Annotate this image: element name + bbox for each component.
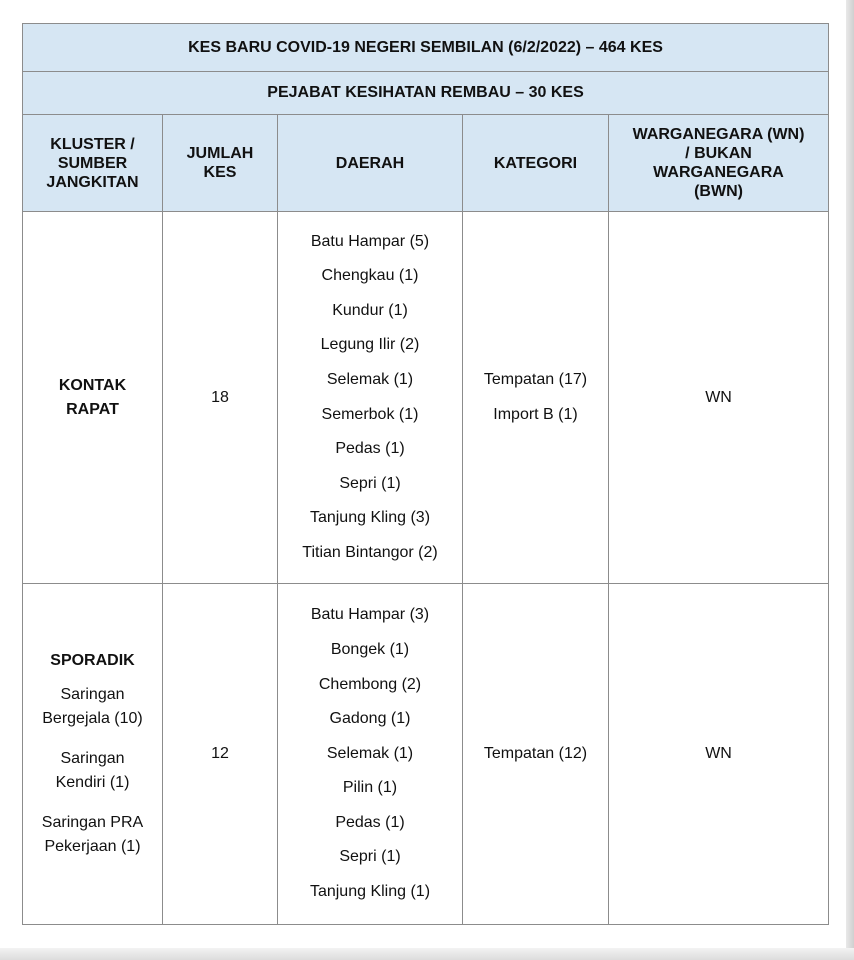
kluster-sub-item [23, 747, 162, 795]
daerah-cell [278, 584, 463, 925]
header-kluster-line: KLUSTER / [50, 135, 135, 153]
daerah-item: Chembong (2) [318, 675, 422, 693]
kluster-sub-line: Pekerjaan (1) [44, 838, 141, 855]
table-subtitle: PEJABAT KESIHATAN REMBAU – 30 KES [23, 72, 829, 115]
daerah-item: Pedas (1) [335, 813, 405, 831]
kategori-item: Import B (1) [493, 405, 578, 423]
daerah-cell [278, 212, 463, 584]
kluster-name: RAPAT [66, 400, 119, 418]
kategori-item: Tempatan (17) [483, 370, 588, 388]
kategori-cell [463, 584, 609, 925]
daerah-item: Titian Bintangor (2) [302, 543, 438, 561]
header-warganegara-line: (BWN) [694, 183, 743, 200]
daerah-item: Kundur (1) [332, 301, 408, 319]
table-title: KES BARU COVID-19 NEGERI SEMBILAN (6/2/2022) – 464 KES [23, 24, 829, 72]
kluster-cell [23, 584, 163, 925]
kluster-sub-item [23, 811, 162, 859]
header-kluster-line: JANGKITAN [46, 173, 139, 191]
header-warganegara [609, 115, 829, 212]
kategori-list [463, 363, 608, 432]
jumlah-cell: 12 [163, 584, 278, 925]
warganegara-cell: WN [609, 584, 829, 925]
kluster-sub-item [23, 683, 162, 731]
daerah-item: Batu Hampar (5) [310, 232, 430, 250]
header-kluster [23, 115, 163, 212]
daerah-item: Tanjung Kling (1) [309, 883, 431, 901]
header-jumlah [163, 115, 278, 212]
warganegara-cell: WN [609, 212, 829, 584]
header-warganegara-line: / BUKAN [685, 145, 752, 162]
header-daerah: DAERAH [278, 115, 463, 212]
kluster-cell [23, 212, 163, 584]
page-edge-shadow [846, 0, 854, 960]
header-kluster-line: SUMBER [57, 154, 128, 172]
header-jumlah-line: JUMLAH [186, 145, 254, 162]
kluster-sub-line: Saringan [60, 750, 125, 767]
header-warganegara-line: WARGANEGARA [653, 164, 784, 181]
header-kategori: KATEGORI [463, 115, 609, 212]
kluster-sub-line: Kendiri (1) [55, 774, 130, 791]
daerah-item: Gadong (1) [329, 710, 411, 728]
daerah-item: Selemak (1) [326, 370, 414, 388]
daerah-item: Pilin (1) [342, 779, 398, 797]
daerah-item: Sepri (1) [339, 474, 401, 492]
title-row [23, 24, 829, 72]
table-row [23, 212, 829, 584]
kategori-list [463, 737, 608, 772]
daerah-item: Semerbok (1) [321, 405, 419, 423]
daerah-list [278, 598, 462, 909]
daerah-item: Batu Hampar (3) [310, 606, 430, 624]
subtitle-row [23, 72, 829, 115]
daerah-item: Chengkau (1) [321, 267, 419, 285]
covid-cases-table [22, 23, 829, 925]
daerah-item: Selemak (1) [326, 744, 414, 762]
daerah-item: Sepri (1) [339, 848, 401, 866]
jumlah-cell: 18 [163, 212, 278, 584]
kluster-sub-line: Bergejala (10) [42, 710, 143, 727]
kluster-sub-line: Saringan PRA [41, 814, 144, 831]
kategori-item: Tempatan (12) [483, 744, 588, 762]
kluster-name: SPORADIK [50, 652, 135, 669]
header-jumlah-line: KES [203, 164, 237, 181]
daerah-item: Bongek (1) [330, 640, 410, 658]
header-warganegara-line: WARGANEGARA (WN) [632, 126, 805, 143]
daerah-item: Tanjung Kling (3) [309, 509, 431, 527]
daerah-item: Pedas (1) [335, 440, 405, 458]
kategori-cell [463, 212, 609, 584]
kluster-sub-line: Saringan [60, 686, 125, 703]
table-row [23, 584, 829, 925]
kluster-sub-list [23, 683, 162, 859]
daerah-item: Legung Ilir (2) [320, 336, 420, 354]
daerah-list [278, 225, 462, 571]
header-row [23, 115, 829, 212]
page-bottom-shadow [0, 948, 854, 960]
kluster-name: KONTAK [58, 376, 127, 394]
